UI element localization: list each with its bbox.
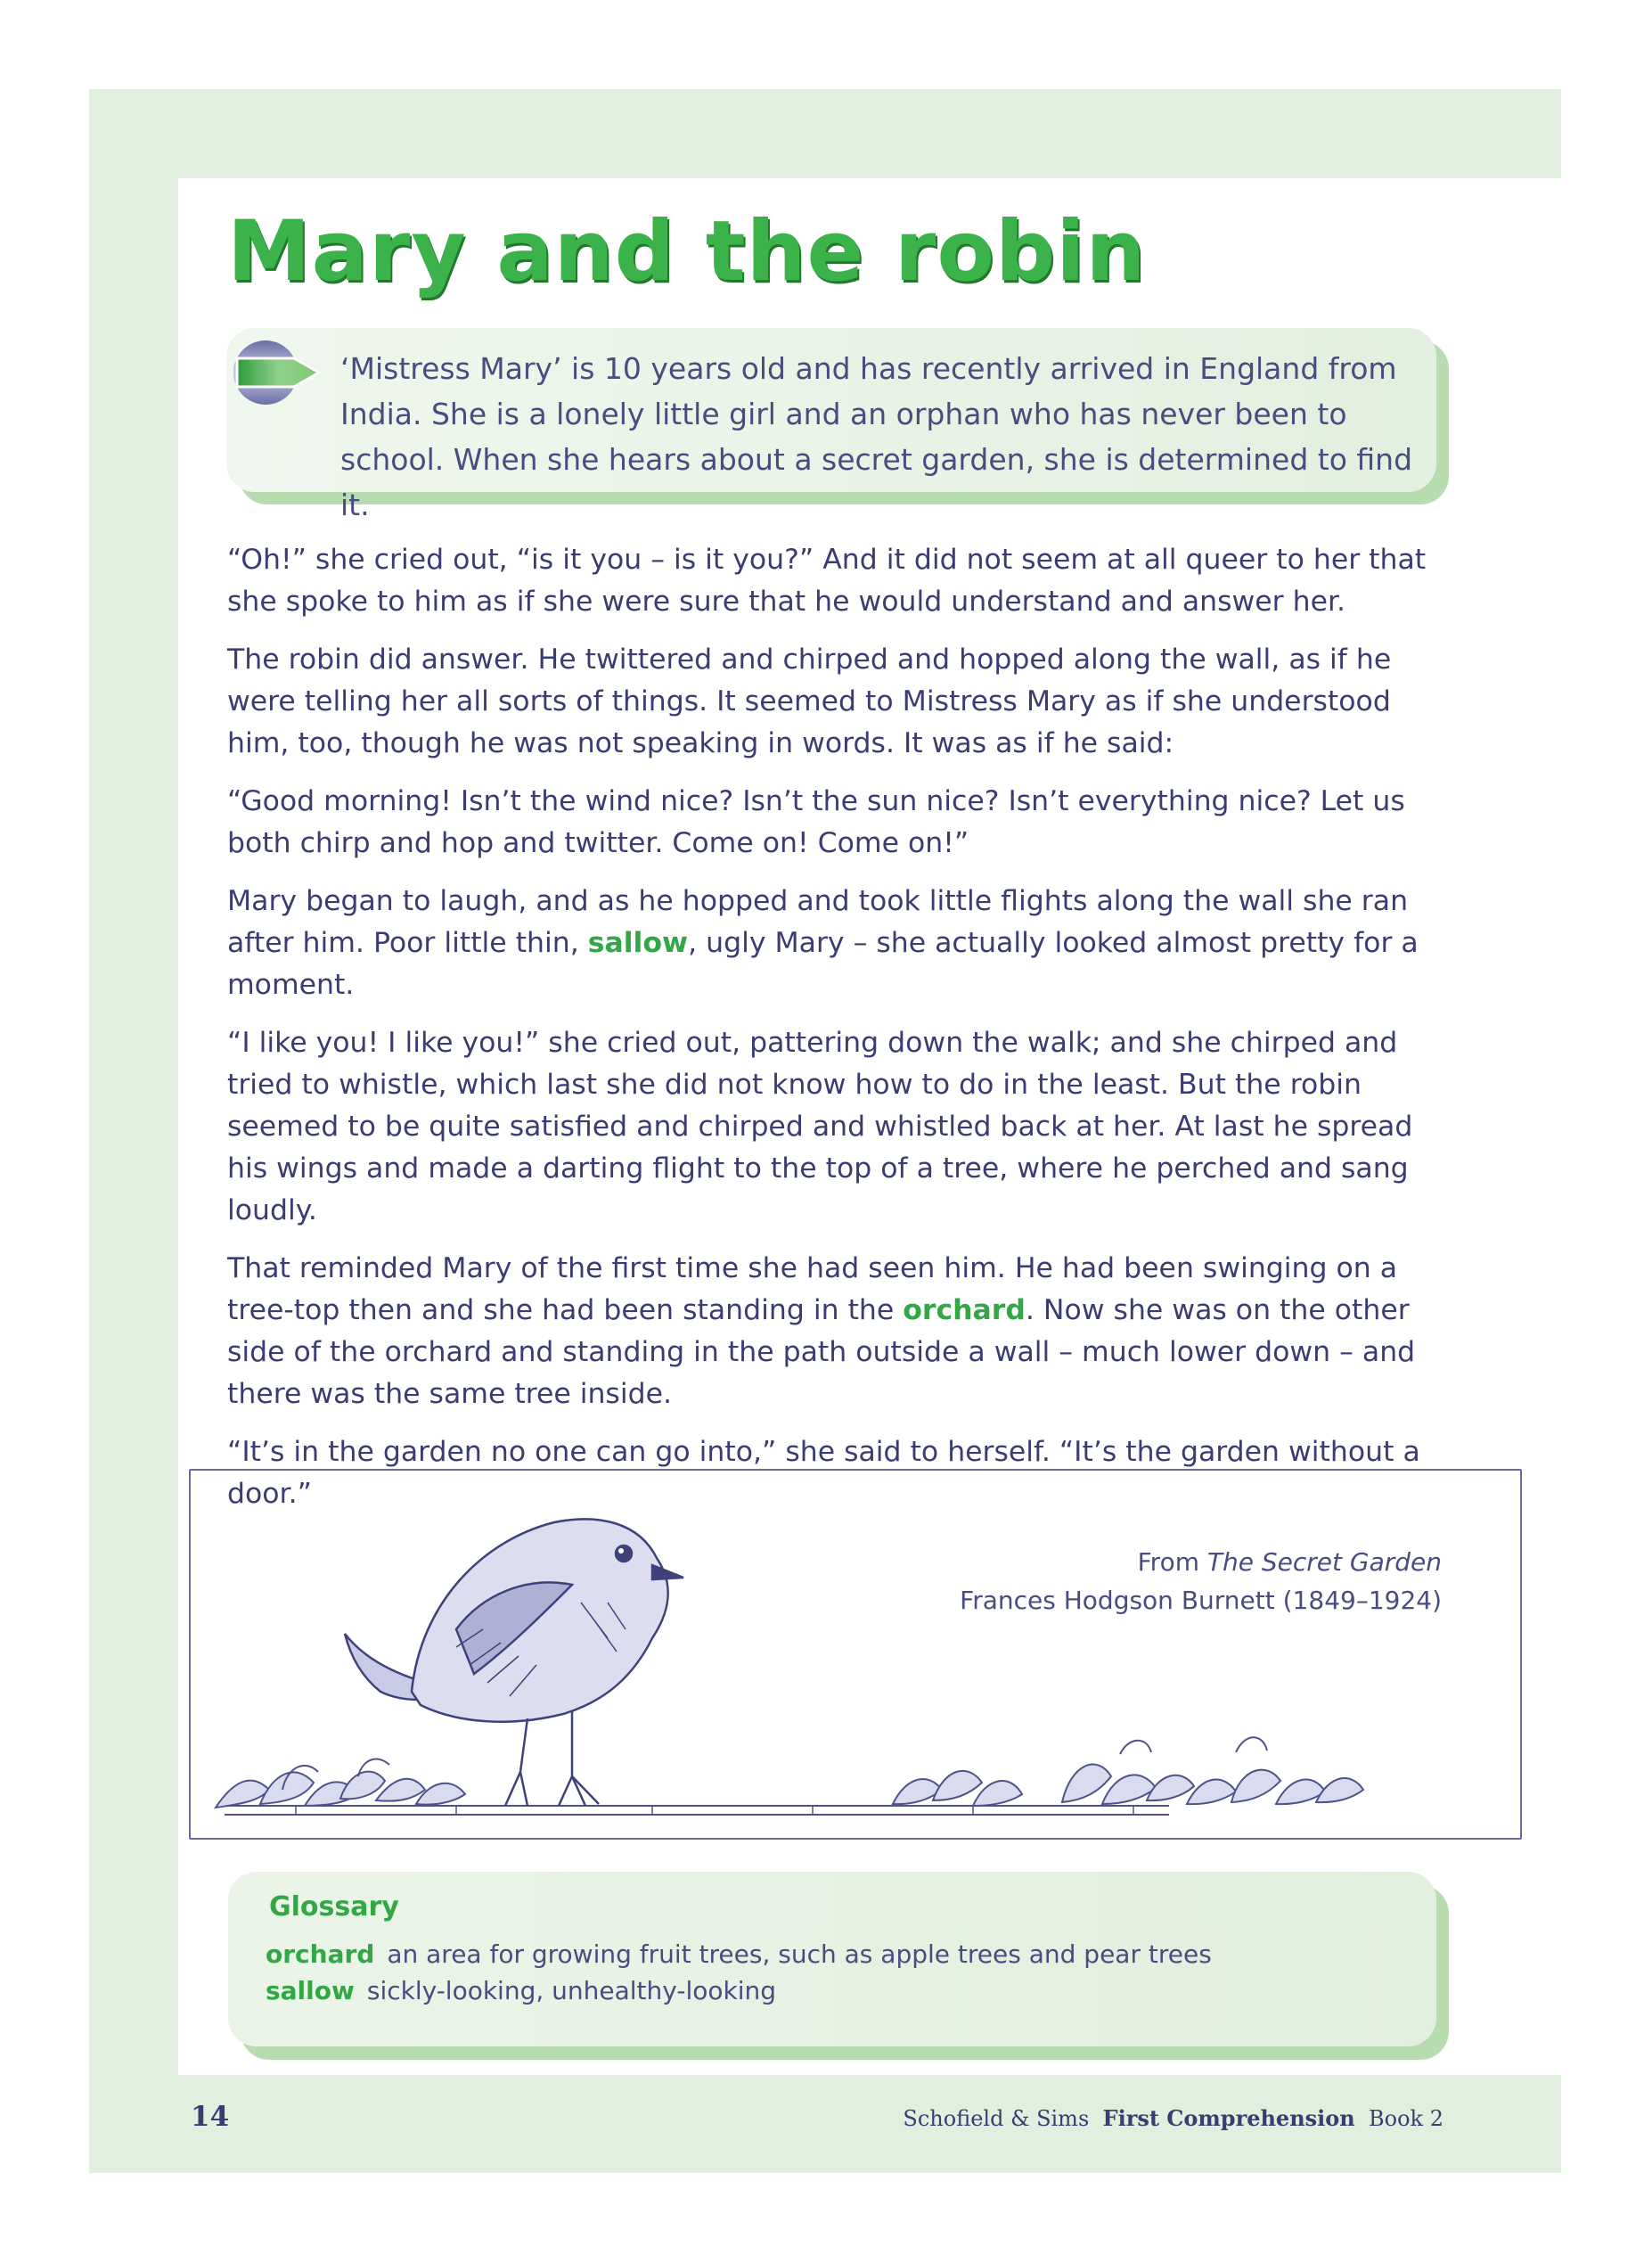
footer-series-credit — [903, 2105, 1443, 2131]
text-run: Mary began to laugh, and as he hopped and took little flights along the wall she ran after him. Poor little thin, — [227, 885, 1409, 959]
source-credit — [960, 1543, 1442, 1619]
story-paragraph — [227, 881, 1461, 1006]
glossary-entry — [266, 1939, 1212, 1969]
intro-text — [340, 346, 1419, 528]
intro-line: ‘Mistress Mary’ is 10 years old and has recently arrived in England from — [340, 351, 1397, 386]
arrow-marker-icon — [230, 337, 326, 406]
source-title: The Secret Garden — [1206, 1547, 1442, 1577]
story-paragraph: “I like you! I like you!” she cried out, pattering down the walk; and she chirped and tried to whistle, which last she did not know how to do in the least. But the robin seemed to be quite satisfied and chirped and whistled back at her. At last he spread his wings and made a darting flight to the top of a tree, where he perched and sang loudly. — [227, 1027, 1413, 1226]
glossary-entry — [266, 1976, 776, 2005]
glossary-term: orchard — [266, 1939, 375, 1969]
robin-illustration — [189, 1469, 1522, 1840]
source-from: From — [1137, 1547, 1207, 1577]
story-text — [227, 539, 1461, 1531]
story-paragraph — [227, 1248, 1461, 1415]
glossary-keyword-orchard: orchard — [903, 1294, 1026, 1326]
robin-bird-drawing — [345, 1519, 683, 1806]
wall-drawing — [225, 1806, 1169, 1815]
glossary-definition: an area for growing fruit trees, such as apple trees and pear trees — [387, 1939, 1212, 1969]
page-number: 14 — [191, 2101, 230, 2133]
glossary-definition: sickly-looking, unhealthy-looking — [366, 1976, 777, 2005]
intro-line: India. She is a lonely little girl and an orphan who has never been to — [340, 397, 1347, 431]
text-run: That reminded Mary of the first time she had seen him. He had been swinging on a tree-top then and she had been standing in the — [227, 1252, 1398, 1326]
story-paragraph: “It’s in the garden no one can go into,” she said to herself. “It’s the garden without a door.” — [227, 1436, 1420, 1510]
footer-book: Book 2 — [1369, 2106, 1443, 2131]
page-title: Mary and the robin — [227, 203, 1147, 300]
story-paragraph: “Oh!” she cried out, “is it you – is it you?” And it did not seem at all queer to her that she spoke to him as if she were sure that he would understand and answer her. — [227, 544, 1427, 618]
ivy-leaves-right — [893, 1737, 1363, 1806]
glossary-term: sallow — [266, 1976, 355, 2005]
story-paragraph: “Good morning! Isn’t the wind nice? Isn’t the sun nice? Isn’t everything nice? Let us both chirp and hop and twitter. Come on! Come on!” — [227, 785, 1405, 859]
intro-line: school. When she hears about a secret garden, she is determined to find it. — [340, 442, 1413, 522]
source-line-work — [960, 1543, 1442, 1581]
footer-series: First Comprehension — [1102, 2105, 1355, 2131]
footer-publisher: Schofield & Sims — [903, 2106, 1090, 2131]
glossary-keyword-sallow: sallow — [587, 927, 689, 959]
text-run: . Now she was on the other side of the orchard and standing in the path outside a wall – much lower down – and there was the same tree inside. — [227, 1294, 1416, 1410]
story-paragraph: The robin did answer. He twittered and chirped and hopped along the wall, as if he were telling her all sorts of things. It seemed to Mistress Mary as if she understood him, too, though he was not speaking in words. It was as if he said: — [227, 644, 1392, 759]
ivy-leaves-left — [216, 1759, 465, 1808]
source-author: Frances Hodgson Burnett (1849–1924) — [960, 1586, 1442, 1615]
text-run: , ugly Mary – she actually looked almost pretty for a moment. — [227, 927, 1419, 1001]
glossary-heading: Glossary — [269, 1891, 399, 1923]
